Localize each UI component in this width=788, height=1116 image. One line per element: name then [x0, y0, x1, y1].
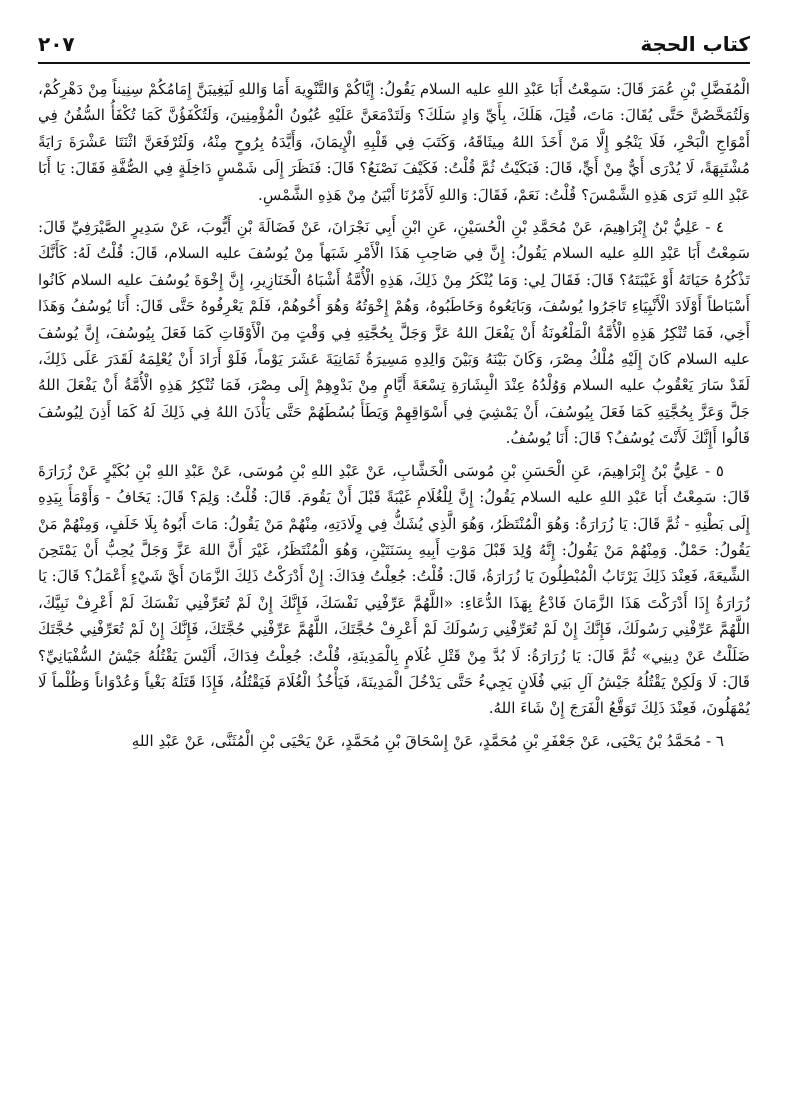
hadith-6: ٦ - مُحَمَّدُ بْنُ يَحْيَى، عَنْ جَعْفَرِ بْنِ مُحَمَّدٍ، عَنْ إِسْحَاقَ بْنِ مُحَمَّدٍ، عَنْ يَحْيَى بْنِ الْمُثَنَّى، عَنْ عَبْدِ اللهِ — [131, 731, 724, 750]
running-title: كتاب الحجة — [640, 32, 750, 56]
paragraph-continuation: الْمُفَضَّلِ بْنِ عُمَرَ قَالَ: سَمِعْتُ أَبَا عَبْدِ اللهِ عليه السلام يَقُولُ: إِيَّاكُمْ وَالتَّنْوِيهَ أَمَا وَاللهِ لَيَغِيبَنَّ إِمَامُكُمْ سِنِيناً مِنْ دَهْرِكُمْ، وَلَتُمَحَّصُنَّ حَتَّى يُقَالَ: مَاتَ، قُتِلَ، هَلَكَ، بِأَيِّ وَادٍ سَلَكَ؟ وَلَتَدْمَعَنَّ عَلَيْهِ عُيُونُ الْمُؤْمِنِينَ، وَلَتُكْفَؤُنَّ كَمَا تُكْفَأُ السُّفُنُ فِي أَمْوَاجِ الْبَحْرِ، فَلَا يَنْجُو إِلَّا مَنْ أَخَذَ اللهُ مِيثَاقَهُ، وَكَتَبَ فِي قَلْبِهِ الْإِيمَانَ، وَأَيَّدَهُ بِرُوحٍ مِنْهُ، وَلَتُرْفَعَنَّ اثْنَتَا عَشْرَةَ رَايَةً مُشْتَبِهَةً، لَا يُدْرَى أَيٌّ مِنْ أَيٍّ، قَالَ: فَبَكَيْتُ ثُمَّ قُلْتُ: فَكَيْفَ نَصْنَعُ؟ قَالَ: فَنَظَرَ إِلَى شَمْسٍ دَاخِلَةٍ فِي الصُّفَّةِ فَقَالَ: يَا أَبَا عَبْدِ اللهِ تَرَى هَذِهِ الشَّمْسَ؟ قُلْتُ: نَعَمْ، فَقَالَ: وَاللهِ لَأَمْرُنَا أَبْيَنُ مِنْ هَذِهِ الشَّمْسِ. — [38, 80, 750, 204]
page-header — [38, 28, 750, 56]
hadith-4: ٤ - عَلِيُّ بْنُ إِبْرَاهِيمَ، عَنْ مُحَمَّدِ بْنِ الْحُسَيْنِ، عَنِ ابْنِ أَبِي نَجْرَانَ، عَنْ فَضَالَةَ بْنِ أَيُّوبَ، عَنْ سَدِيرٍ الصَّيْرَفِيِّ قَالَ: سَمِعْتُ أَبَا عَبْدِ اللهِ عليه السلام يَقُولُ: إِنَّ فِي صَاحِبِ هَذَا الْأَمْرِ شَبَهاً مِنْ يُوسُفَ عليه السلام، قَالَ: قُلْتُ لَهُ: كَأَنَّكَ تَذْكُرُهُ حَيَاتَهُ أَوْ غَيْبَتَهُ؟ قَالَ: فَقَالَ لِي: وَمَا يُنْكَرُ مِنْ ذَلِكَ، هَذِهِ الْأُمَّةُ أَشْبَاهُ الْخَنَازِيرِ، إِنَّ إِخْوَةَ يُوسُفَ عليه السلام كَانُوا أَسْبَاطاً أَوْلَادَ الْأَنْبِيَاءِ تَاجَرُوا يُوسُفَ، وَبَايَعُوهُ وَخَاطَبُوهُ، وَهُمْ إِخْوَتُهُ وَهُوَ أَخُوهُمْ، فَلَمْ يَعْرِفُوهُ حَتَّى قَالَ: أَنَا يُوسُفُ وَهَذَا أَخِي، فَمَا تُنْكِرُ هَذِهِ الْأُمَّةُ الْمَلْعُونَةُ أَنْ يَفْعَلَ اللهُ عَزَّ وَجَلَّ بِحُجَّتِهِ فِي وَقْتٍ مِنَ الْأَوْقَاتِ كَمَا فَعَلَ بِيُوسُفَ، إِنَّ يُوسُفَ عليه السلام كَانَ إِلَيْهِ مُلْكُ مِصْرَ، وَكَانَ بَيْنَهُ وَبَيْنَ وَالِدِهِ مَسِيرَةُ ثَمَانِيَةَ عَشَرَ يَوْماً، فَلَوْ أَرَادَ أَنْ يُعْلِمَهُ لَقَدَرَ عَلَى ذَلِكَ، لَقَدْ سَارَ يَعْقُوبُ عليه السلام وَوُلْدُهُ عِنْدَ الْبِشَارَةِ تِسْعَةَ أَيَّامٍ مِنْ بَدْوِهِمْ إِلَى مِصْرَ، فَمَا تُنْكِرُ هَذِهِ الْأُمَّةُ أَنْ يَفْعَلَ اللهُ جَلَّ وَعَزَّ بِحُجَّتِهِ كَمَا فَعَلَ بِيُوسُفَ، أَنْ يَمْشِيَ فِي أَسْوَاقِهِمْ وَيَطَأَ بُسُطَهُمْ حَتَّى يَأْذَنَ اللهُ فِي ذَلِكَ لَهُ كَمَا أَذِنَ لِيُوسُفَ قَالُوا أَإِنَّكَ لَأَنْتَ يُوسُفُ؟ قَالَ: أَنَا يُوسُفُ. — [38, 218, 750, 448]
header-rule — [38, 62, 750, 64]
page-body — [38, 76, 750, 754]
hadith-5: ٥ - عَلِيُّ بْنُ إِبْرَاهِيمَ، عَنِ الْحَسَنِ بْنِ مُوسَى الْخَشَّابِ، عَنْ عَبْدِ اللهِ بْنِ مُوسَى، عَنْ عَبْدِ اللهِ بْنِ بُكَيْرٍ عَنْ زُرَارَةَ قَالَ: سَمِعْتُ أَبَا عَبْدِ اللهِ عليه السلام يَقُولُ: إِنَّ لِلْغُلَامِ غَيْبَةً قَبْلَ أَنْ يَقُومَ. قَالَ: قُلْتُ: وَلِمَ؟ قَالَ: يَخَافُ - وَأَوْمَأَ بِيَدِهِ إِلَى بَطْنِهِ - ثُمَّ قَالَ: يَا زُرَارَةُ: وَهُوَ الْمُنْتَظَرُ، وَهُوَ الَّذِي يُشَكُّ فِي وِلَادَتِهِ، مِنْهُمْ مَنْ يَقُولُ: مَاتَ أَبُوهُ بِلَا خَلَفٍ، وَمِنْهُمْ مَنْ يَقُولُ: حَمْلٌ. وَمِنْهُمْ مَنْ يَقُولُ: إِنَّهُ وُلِدَ قَبْلَ مَوْتِ أَبِيهِ بِسَنَتَيْنِ، وَهُوَ الْمُنْتَظَرُ، غَيْرَ أَنَّ اللهَ عَزَّ وَجَلَّ يُحِبُّ أَنْ يَمْتَحِنَ الشِّيعَةَ، فَعِنْدَ ذَلِكَ يَرْتَابُ الْمُبْطِلُونَ يَا زُرَارَةُ، قَالَ: قُلْتُ: جُعِلْتُ فِدَاكَ: إِنْ أَدْرَكْتُ ذَلِكَ الزَّمَانَ أَيَّ شَيْءٍ أَعْمَلُ؟ قَالَ: يَا زُرَارَةُ إِذَا أَدْرَكْتَ هَذَا الزَّمَانَ فَادْعُ بِهَذَا الدُّعَاءِ: «اللَّهُمَّ عَرِّفْنِي نَفْسَكَ، فَإِنَّكَ إِنْ لَمْ تُعَرِّفْنِي نَفْسَكَ لَمْ أَعْرِفْ نَبِيَّكَ، اللَّهُمَّ عَرِّفْنِي رَسُولَكَ، فَإِنَّكَ إِنْ لَمْ تُعَرِّفْنِي رَسُولَكَ لَمْ أَعْرِفْ حُجَّتَكَ، اللَّهُمَّ عَرِّفْنِي حُجَّتَكَ، فَإِنَّكَ إِنْ لَمْ تُعَرِّفْنِي حُجَّتَكَ ضَلَلْتُ عَنْ دِينِي» ثُمَّ قَالَ: يَا زُرَارَةُ: لَا بُدَّ مِنْ قَتْلِ غُلَامٍ بِالْمَدِينَةِ، قُلْتُ: جُعِلْتُ فِدَاكَ، أَلَيْسَ يَقْتُلُهُ جَيْشُ السُّفْيَانِيِّ؟ قَالَ: لَا وَلَكِنْ يَقْتُلُهُ جَيْشُ آلِ بَنِي فُلَانٍ يَجِيءُ حَتَّى يَدْخُلَ الْمَدِينَةَ، فَيَأْخُذُ الْغُلَامَ فَيَقْتُلُهُ، فَإِذَا قَتَلَهُ بَغْياً وَعُدْوَاناً وَظُلْماً لَا يُمْهَلُونَ، فَعِنْدَ ذَلِكَ تَوَقَّعُ الْفَرَجَ إِنْ شَاءَ اللهُ. — [38, 461, 750, 718]
book-page — [38, 28, 750, 1098]
page-number: ٢٠٧ — [38, 32, 75, 56]
